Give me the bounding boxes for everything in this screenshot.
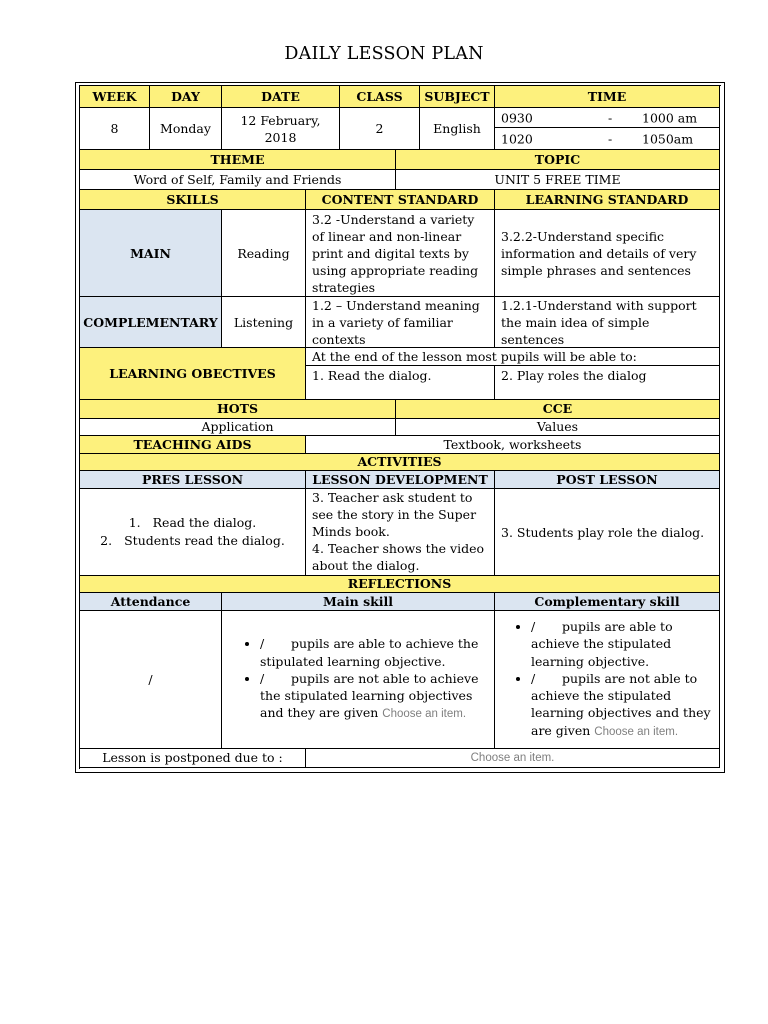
- main-skill-reflection-not-achieved: [260, 670, 490, 724]
- main-skill-label: MAIN: [80, 210, 222, 297]
- pre-lesson-header: PRES LESSON: [80, 471, 306, 489]
- complementary-skill-reflection-not-achieved: [531, 670, 715, 741]
- learning-objective-1: 1. Read the dialog.: [306, 366, 495, 400]
- main-skill-reflection-achieved: [260, 635, 490, 669]
- time-slot-2-start: 1020: [501, 131, 533, 146]
- time-slot-2-end: 1050am: [642, 131, 694, 146]
- complementary-content-standard: 1.2 – Understand meaning in a variety of familiar contexts: [306, 297, 495, 348]
- main-skill-reflection-list: [226, 635, 490, 723]
- complementary-skill-reflection-list: [499, 618, 715, 740]
- time-header: TIME: [495, 86, 720, 108]
- main-skill-header: Main skill: [222, 593, 495, 611]
- activities-header: ACTIVITIES: [80, 454, 720, 471]
- time-slot-1: [495, 108, 720, 128]
- lesson-development-cell: [306, 489, 495, 576]
- theme-value: Word of Self, Family and Friends: [80, 170, 396, 190]
- complementary-learning-standard: 1.2.1-Understand with support the main idea of simple sentences: [495, 297, 720, 348]
- main-learning-standard: 3.2.2-Understand specific information and details of very simple phrases and sentences: [495, 210, 720, 297]
- complementary-skill-name: Listening: [222, 297, 306, 348]
- lesson-development-step-4: 4. Teacher shows the video about the dialog.: [312, 541, 485, 573]
- postponed-choose-item-placeholder: Choose an item.: [306, 749, 720, 768]
- main-skill-reflection-cell: [222, 611, 495, 749]
- day-header: DAY: [150, 86, 222, 108]
- post-lesson-header: POST LESSON: [495, 471, 720, 489]
- pre-lesson-item-1-number: 1.: [128, 515, 141, 530]
- date-header: DATE: [222, 86, 340, 108]
- cce-header: CCE: [396, 400, 720, 419]
- main-skill-name: Reading: [222, 210, 306, 297]
- pre-lesson-item-2-number: 2.: [100, 533, 113, 548]
- time-slot-1-separator: -: [608, 110, 613, 125]
- time-slot-1-start: 0930: [501, 110, 533, 125]
- pre-lesson-item-1-text: Read the dialog.: [152, 515, 257, 530]
- lesson-development-step-3: 3. Teacher ask student to see the story in the Super Minds book.: [312, 490, 477, 539]
- postponed-label: Lesson is postponed due to :: [80, 749, 306, 768]
- lesson-development-header: LESSON DEVELOPMENT: [306, 471, 495, 489]
- lesson-plan-table: [79, 85, 721, 769]
- cce-value: Values: [396, 419, 720, 436]
- skills-header: SKILLS: [80, 190, 306, 210]
- learning-objective-2: 2. Play roles the dialog: [495, 366, 720, 400]
- complementary-skill-header: Complementary skill: [495, 593, 720, 611]
- attendance-value: /: [80, 611, 222, 749]
- hots-value: Application: [80, 419, 396, 436]
- learning-standard-header: LEARNING STANDARD: [495, 190, 720, 210]
- complementary-skill-reflection-cell: [495, 611, 720, 749]
- main-skill-not-achieved-text: pupils are not able to achieve the stipulated learning objectives and they are given: [260, 670, 479, 721]
- main-content-standard: 3.2 -Understand a variety of linear and non-linear print and digital texts by using appropriate reading strategies: [306, 210, 495, 297]
- subject-value: English: [420, 108, 495, 150]
- reflections-header: REFLECTIONS: [80, 576, 720, 593]
- time-slot-2: [495, 128, 720, 150]
- pre-lesson-item-2: [100, 532, 285, 550]
- pre-lesson-cell: [80, 489, 306, 576]
- hots-header: HOTS: [80, 400, 396, 419]
- complementary-skill-label: COMPLEMENTARY: [80, 297, 222, 348]
- complementary-skill-reflection-achieved: [531, 618, 715, 670]
- date-value: 12 February, 2018: [222, 108, 340, 150]
- complementary-skill-not-achieved-text: pupils are not able to achieve the stipulated learning objectives and they are given: [531, 670, 711, 738]
- attendance-header: Attendance: [80, 593, 222, 611]
- topic-header: TOPIC: [396, 150, 720, 170]
- main-skill-achieved-count: /: [260, 636, 265, 652]
- class-value: 2: [340, 108, 420, 150]
- complementary-skill-not-achieved-count: /: [531, 670, 536, 686]
- class-header: CLASS: [340, 86, 420, 108]
- complementary-skill-choose-item-placeholder: Choose an item.: [594, 725, 679, 738]
- teaching-aids-label: TEACHING AIDS: [80, 436, 306, 454]
- time-slot-1-end: 1000 am: [642, 110, 698, 125]
- time-slot-2-separator: -: [608, 131, 613, 146]
- day-value: Monday: [150, 108, 222, 150]
- learning-objectives-intro: At the end of the lesson most pupils will be able to:: [306, 348, 720, 366]
- pre-lesson-item-1: [129, 514, 257, 532]
- theme-header: THEME: [80, 150, 396, 170]
- subject-header: SUBJECT: [420, 86, 495, 108]
- complementary-skill-achieved-text: pupils are able to achieve the stipulated learning objective.: [531, 619, 673, 669]
- page-title: DAILY LESSON PLAN: [284, 44, 484, 64]
- main-skill-achieved-text: pupils are able to achieve the stipulated learning objective.: [260, 636, 479, 669]
- post-lesson-cell: 3. Students play role the dialog.: [495, 489, 720, 576]
- week-value: 8: [80, 108, 150, 150]
- content-standard-header: CONTENT STANDARD: [306, 190, 495, 210]
- teaching-aids-value: Textbook, worksheets: [306, 436, 720, 454]
- learning-objectives-label: LEARNING OBECTIVES: [80, 348, 306, 400]
- complementary-skill-achieved-count: /: [531, 619, 536, 635]
- week-header: WEEK: [80, 86, 150, 108]
- pre-lesson-item-2-text: Students read the dialog.: [124, 533, 285, 548]
- main-skill-choose-item-placeholder: Choose an item.: [382, 708, 467, 721]
- topic-value: UNIT 5 FREE TIME: [396, 170, 720, 190]
- main-skill-not-achieved-count: /: [260, 670, 265, 686]
